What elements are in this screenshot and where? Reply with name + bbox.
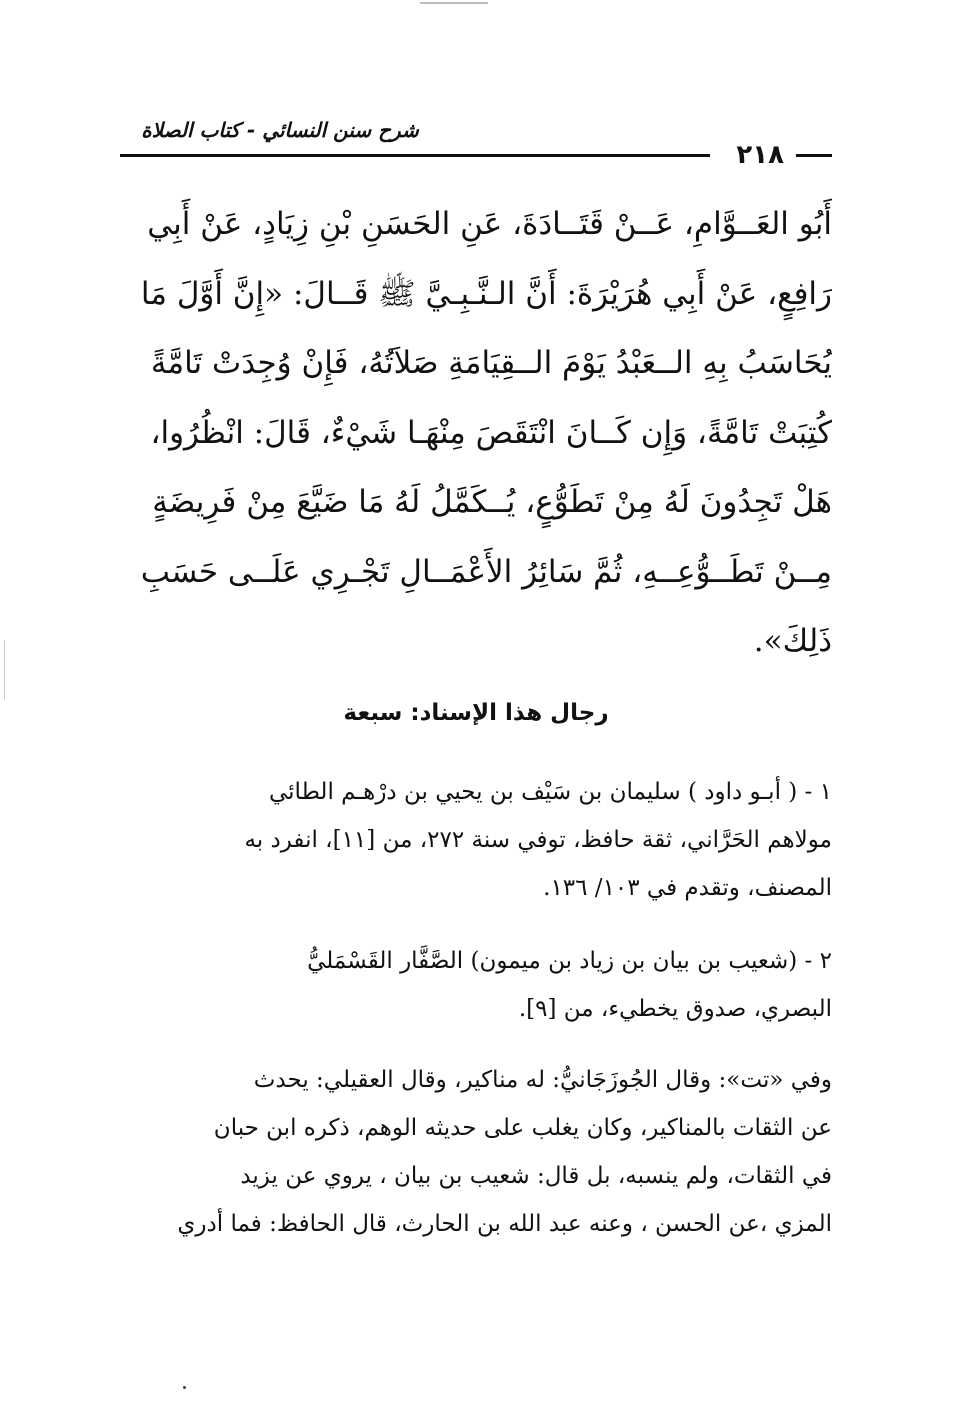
note-line: المزي ،عن الحسن ، وعنه عبد الله بن الحارث، قال الحافظ: فما أدري [177,1211,832,1237]
narrator-line: ٢ - (شعيب بن بيان بن زياد بن ميمون) الصَّفَّار القَسْمَليُّ [307,948,832,974]
narrator-line: مولاهم الحَرَّاني، ثقة حافظ، توفي سنة ٢٧٢، من [١١]، انفرد به [244,827,832,853]
narrator-line: المصنف، وتقدم في ١٠٣/ ١٣٦. [543,875,832,901]
narrator-line: ١ - ( أبـو داود ) سليمان بن سَيْف بن يحيي بن درْهـم الطائي [268,779,832,805]
hadith-line: أَبُو العَــوَّامِ، عَــنْ قَتَــادَةَ، عَنِ الحَسَنِ بْنِ زِيَادٍ، عَنْ أَبِي [147,206,832,242]
narrator-line: البصري، صدوق يخطيء، من [٩]. [518,996,832,1022]
note-line: عن الثقات بالمناكير، وكان يغلب على حديثه الوهم، ذكره ابن حبان [213,1115,832,1141]
note-line: وفي «تت»: وقال الجُوزَجَانيُّ: له مناكير، وقال العقيلي: يحدث [253,1067,832,1093]
hadith-line: مِــنْ تَطَــوُّعِــهِ، ثُمَّ سَائِرُ الأَعْمَــالِ تَجْـرِي عَلَــى حَسَبِ [140,553,832,590]
narrator-entry-1 [120,768,832,912]
hadith-line: رَافِعٍ، عَنْ أَبِي هُرَيْرَةَ: أَنَّ الـنَّـبِـيَّ ﷺ قَــالَ: «إِنَّ أَوَّلَ مَا [140,275,832,312]
section-heading: رجال هذا الإسناد: سبعة [343,700,609,726]
hadith-line: ذَلِكَ». [753,623,832,659]
header-rule [120,154,710,157]
top-scan-mark [420,2,488,4]
hadith-line: هَلْ تَجِدُونَ لَهُ مِنْ تَطَوُّعٍ، يُــكَمَّلُ لَهُ مَا ضَيَّعَ مِنْ فَرِيضَةٍ [152,484,832,520]
narrator-entry-2 [120,937,832,1033]
scan-speck [4,640,5,700]
running-book-title: شرح سنن النسائي - كتاب الصلاة [141,118,419,142]
hadith-text [120,190,832,677]
page-number: ٢١٨ [736,140,784,170]
page-number-dash [796,154,832,157]
scan-dot [183,1386,186,1389]
note-line: في الثقات، ولم ينسبه، بل قال: شعيب بن بيان ، يروي عن يزيد [240,1163,832,1189]
hadith-line: يُحَاسَبُ بِهِ الــعَبْدُ يَوْمَ الــقِيَامَةِ صَلاَتُهُ، فَإِنْ وُجِدَتْ تَامَّةً [150,345,832,381]
page-number-block [720,140,832,170]
page-header [120,118,832,168]
hadith-line: كُتِبَتْ تَامَّةً، وَإِن كَــانَ انْتَقَصَ مِنْهَـا شَيْءٌ، قَالَ: انْظُرُوا، [150,414,832,451]
narrator-note [120,1056,832,1248]
